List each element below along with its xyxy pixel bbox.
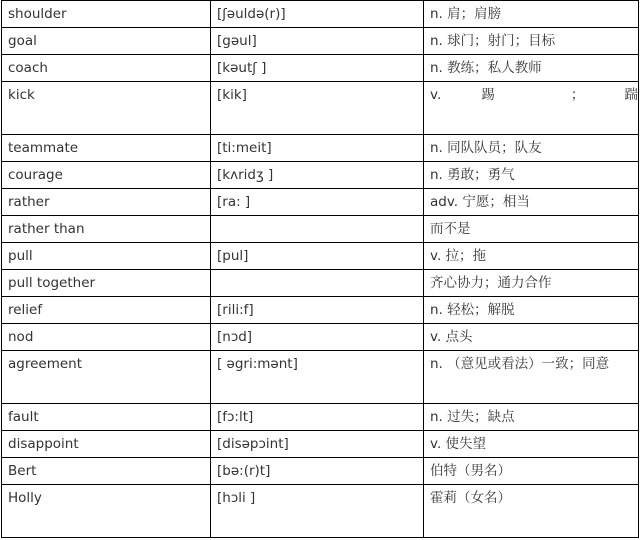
meaning-cell: adv. 宁愿；相当 bbox=[424, 189, 639, 216]
word-cell: nod bbox=[2, 324, 211, 351]
word-cell: teammate bbox=[2, 135, 211, 162]
meaning-cell: n. 肩；肩膀 bbox=[424, 1, 639, 28]
table-row bbox=[2, 82, 639, 135]
meaning-cell: n. 教练；私人教师 bbox=[424, 55, 639, 82]
meaning-cell: 齐心协力；通力合作 bbox=[424, 270, 639, 297]
meaning-cell: v. 踢 ； 踹 bbox=[424, 82, 639, 135]
meaning-cell: n. 勇敢；勇气 bbox=[424, 162, 639, 189]
word-cell: fault bbox=[2, 404, 211, 431]
phonetic-cell: [hɔli ] bbox=[211, 485, 424, 538]
phonetic-cell: [fɔ:lt] bbox=[211, 404, 424, 431]
word-cell: kick bbox=[2, 82, 211, 135]
phonetic-cell: [pul] bbox=[211, 243, 424, 270]
meaning-cell: v. 使失望 bbox=[424, 431, 639, 458]
table-row bbox=[2, 216, 639, 243]
word-cell: pull bbox=[2, 243, 211, 270]
word-cell: disappoint bbox=[2, 431, 211, 458]
meaning-cell: n. 轻松；解脱 bbox=[424, 297, 639, 324]
phonetic-cell: [nɔd] bbox=[211, 324, 424, 351]
table-row bbox=[2, 28, 639, 55]
word-cell: rather than bbox=[2, 216, 211, 243]
meaning-cell: n. 同队队员；队友 bbox=[424, 135, 639, 162]
meaning-cell: 霍莉（女名） bbox=[424, 485, 639, 538]
meaning-cell: n. 球门；射门；目标 bbox=[424, 28, 639, 55]
meaning-cell: v. 点头 bbox=[424, 324, 639, 351]
word-cell: pull together bbox=[2, 270, 211, 297]
meaning-cell: v. 拉；拖 bbox=[424, 243, 639, 270]
word-cell: Holly bbox=[2, 485, 211, 538]
word-cell: coach bbox=[2, 55, 211, 82]
table-row bbox=[2, 458, 639, 485]
table-row bbox=[2, 55, 639, 82]
table-row bbox=[2, 485, 639, 538]
meaning-cell: 而不是 bbox=[424, 216, 639, 243]
phonetic-cell: [ʃəuldə(r)] bbox=[211, 1, 424, 28]
vocabulary-table bbox=[1, 0, 639, 538]
table-row bbox=[2, 351, 639, 404]
phonetic-cell: [rili:f] bbox=[211, 297, 424, 324]
meaning-cell: n. （意见或看法）一致；同意 bbox=[424, 351, 639, 404]
table-row bbox=[2, 135, 639, 162]
word-cell: shoulder bbox=[2, 1, 211, 28]
phonetic-cell: [kʌridʒ ] bbox=[211, 162, 424, 189]
phonetic-cell: [ra: ] bbox=[211, 189, 424, 216]
meaning-cell: n. 过失；缺点 bbox=[424, 404, 639, 431]
table-row bbox=[2, 243, 639, 270]
phonetic-cell bbox=[211, 270, 424, 297]
word-cell: rather bbox=[2, 189, 211, 216]
phonetic-cell: [bə:(r)t] bbox=[211, 458, 424, 485]
phonetic-cell: [kəutʃ ] bbox=[211, 55, 424, 82]
table-row bbox=[2, 324, 639, 351]
table-row bbox=[2, 404, 639, 431]
phonetic-cell: [kik] bbox=[211, 82, 424, 135]
table-row bbox=[2, 431, 639, 458]
phonetic-cell bbox=[211, 216, 424, 243]
word-cell: goal bbox=[2, 28, 211, 55]
meaning-cell: 伯特（男名） bbox=[424, 458, 639, 485]
table-row bbox=[2, 189, 639, 216]
phonetic-cell: [ti:meit] bbox=[211, 135, 424, 162]
table-row bbox=[2, 270, 639, 297]
table-row bbox=[2, 1, 639, 28]
word-cell: Bert bbox=[2, 458, 211, 485]
phonetic-cell: [ əgri:mənt] bbox=[211, 351, 424, 404]
table-row bbox=[2, 162, 639, 189]
table-row bbox=[2, 297, 639, 324]
word-cell: courage bbox=[2, 162, 211, 189]
word-cell: relief bbox=[2, 297, 211, 324]
word-cell: agreement bbox=[2, 351, 211, 404]
phonetic-cell: [gəul] bbox=[211, 28, 424, 55]
phonetic-cell: [disəpɔint] bbox=[211, 431, 424, 458]
